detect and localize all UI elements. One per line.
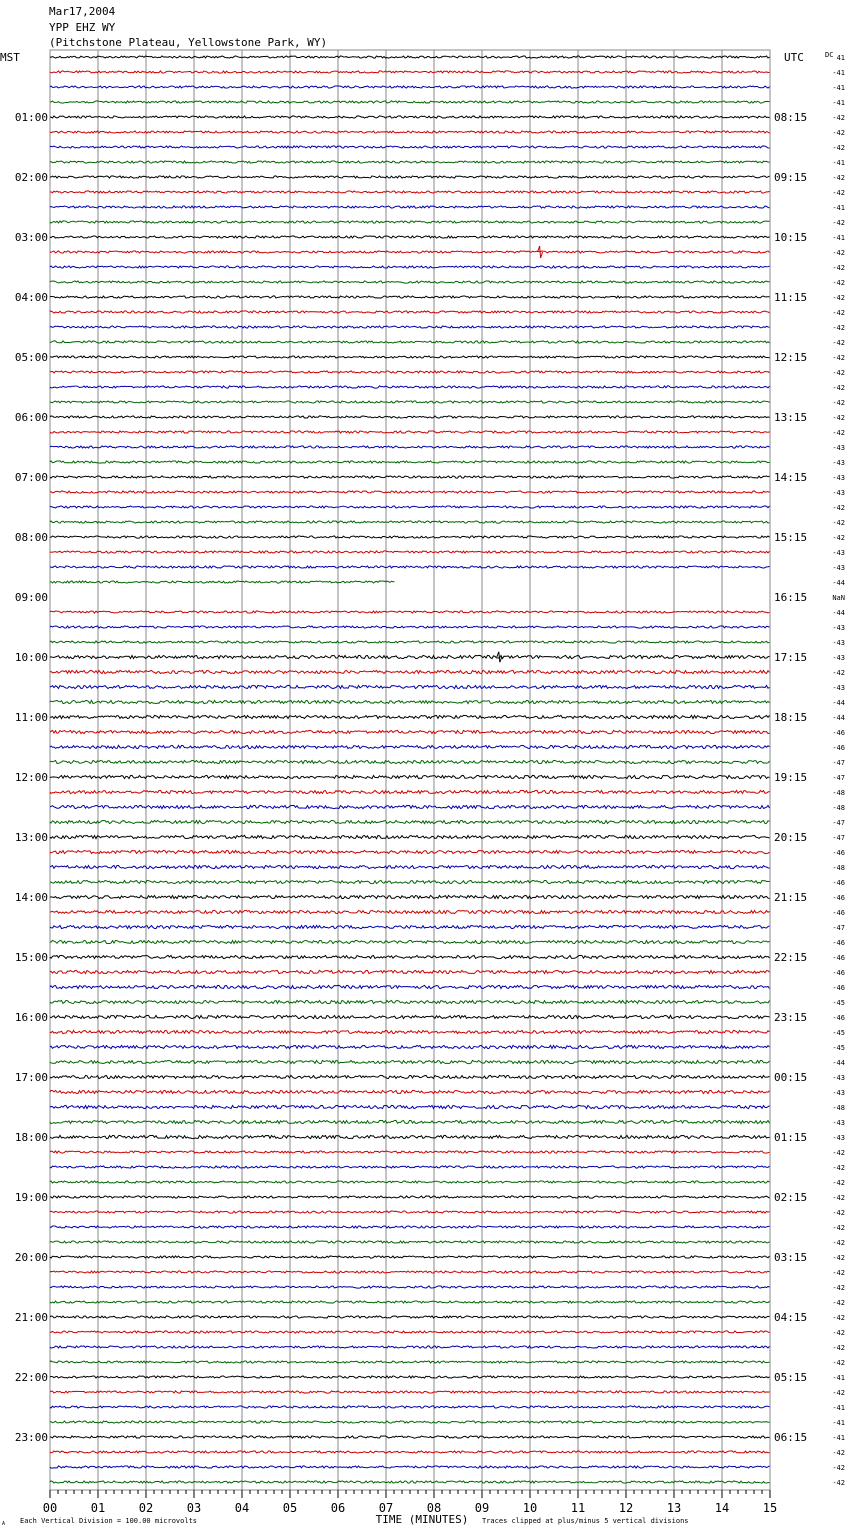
scale-note: Each Vertical Division = 100.00 microvolts	[20, 1517, 198, 1525]
left-hour-label: 09:00	[14, 591, 48, 604]
x-tick-label: 09	[474, 1501, 490, 1515]
seismic-trace	[50, 416, 770, 418]
dc-offset-label: -47	[832, 774, 845, 782]
seismic-trace	[50, 251, 770, 253]
seismic-trace	[50, 446, 770, 448]
dc-offset-label: -48	[832, 804, 845, 812]
dc-offset-label: -41	[832, 204, 845, 212]
seismic-trace	[50, 371, 770, 373]
dc-offset-label: -48	[832, 789, 845, 797]
right-hour-label: 05:15	[774, 1371, 808, 1384]
x-tick-label: 12	[618, 1501, 634, 1515]
seismic-trace	[50, 191, 770, 193]
dc-offset-label: -43	[832, 624, 845, 632]
dc-offset-label: -46	[832, 969, 845, 977]
dc-offset-label: -44	[832, 1059, 845, 1067]
right-hour-label: 00:15	[774, 1071, 808, 1084]
seismic-trace	[50, 1241, 770, 1243]
dc-offset-label: -42	[832, 1149, 845, 1157]
seismic-trace	[50, 431, 770, 433]
right-hour-label: 02:15	[774, 1191, 808, 1204]
dc-offset-label: -41	[832, 1434, 845, 1442]
x-tick-label: 10	[522, 1501, 538, 1515]
dc-offset-label: -42	[832, 1269, 845, 1277]
left-axis-title: MST	[0, 51, 20, 64]
seismic-trace	[50, 1166, 770, 1168]
right-hour-label: 17:15	[774, 651, 808, 664]
dc-offset-label: -48	[832, 1104, 845, 1112]
seismic-trace	[50, 970, 770, 973]
seismic-trace	[50, 566, 770, 568]
seismic-trace	[50, 880, 770, 883]
dc-offset-label: -42	[832, 399, 845, 407]
dc-offset-label: -41	[832, 1419, 845, 1427]
x-tick-label: 01	[90, 1501, 106, 1515]
seismic-trace	[50, 506, 770, 508]
left-hour-label: 18:00	[14, 1131, 48, 1144]
dc-offset-label: -47	[832, 819, 845, 827]
seismic-trace	[50, 176, 770, 178]
x-tick-label: 08	[426, 1501, 442, 1515]
seismic-trace	[50, 895, 770, 898]
dc-offset-label: -44	[832, 699, 845, 707]
seismic-trace	[50, 730, 770, 733]
dc-offset-label: -43	[832, 474, 845, 482]
dc-offset-label: -42	[832, 1194, 845, 1202]
seismic-trace	[50, 146, 770, 148]
dc-offset-label: -44	[832, 714, 845, 722]
dc-offset-label: -46	[832, 984, 845, 992]
x-tick-label: 13	[666, 1501, 682, 1515]
seismic-trace	[50, 955, 770, 958]
right-hour-label: 20:15	[774, 831, 808, 844]
seismic-trace	[50, 775, 770, 778]
dc-offset-label: -45	[832, 1044, 845, 1052]
left-hour-label: 06:00	[14, 411, 48, 424]
x-tick-label: 11	[570, 1501, 586, 1515]
label-group	[0, 51, 845, 1527]
seismic-trace	[50, 850, 770, 853]
right-hour-label: 22:15	[774, 951, 808, 964]
dc-offset-label: -41	[832, 1404, 845, 1412]
right-hour-label: 16:15	[774, 591, 808, 604]
dc-offset-label: -42	[832, 669, 845, 677]
dc-offset-label: -42	[832, 1464, 845, 1472]
dc-offset-label: -42	[832, 1164, 845, 1172]
dc-offset-label: -42	[832, 189, 845, 197]
seismic-trace	[50, 760, 770, 763]
right-hour-label: 11:15	[774, 291, 808, 304]
dc-offset-label: -43	[832, 684, 845, 692]
right-hour-label: 14:15	[774, 471, 808, 484]
dc-offset-label: -42	[832, 264, 845, 272]
left-hour-label: 19:00	[14, 1191, 48, 1204]
seismic-trace	[50, 1211, 770, 1213]
seismic-trace	[50, 655, 770, 658]
right-hour-label: 06:15	[774, 1431, 808, 1444]
dc-offset-label: -43	[832, 1089, 845, 1097]
dc-offset-label: -42	[832, 1224, 845, 1232]
seismic-trace	[50, 1376, 770, 1378]
x-axis-title: TIME (MINUTES)	[375, 1513, 469, 1526]
left-hour-label: 22:00	[14, 1371, 48, 1384]
right-hour-label: 04:15	[774, 1311, 808, 1324]
seismic-trace	[50, 925, 770, 928]
seismic-trace	[50, 1226, 770, 1228]
seismic-trace	[50, 161, 770, 163]
right-hour-label: 09:15	[774, 171, 808, 184]
left-hour-label: 13:00	[14, 831, 48, 844]
dc-offset-label: -42	[832, 504, 845, 512]
left-hour-label: 05:00	[14, 351, 48, 364]
seismic-trace	[50, 476, 770, 478]
dc-offset-label: -43	[832, 564, 845, 572]
left-hour-label: 17:00	[14, 1071, 48, 1084]
seismic-trace	[50, 341, 770, 343]
dc-offset-label: -46	[832, 729, 845, 737]
dc-offset-label: -42	[832, 294, 845, 302]
dc-offset-label: -41	[832, 1374, 845, 1382]
event-spike	[497, 652, 502, 663]
seismic-trace	[50, 1271, 770, 1273]
seismic-trace	[50, 626, 770, 628]
x-tick-label: 07	[378, 1501, 394, 1515]
seismic-trace	[50, 101, 770, 103]
dc-offset-label: -42	[832, 1314, 845, 1322]
seismic-trace	[50, 581, 395, 583]
dc-offset-label: -41	[832, 234, 845, 242]
dc-offset-label: -43	[832, 654, 845, 662]
seismic-trace	[50, 1151, 770, 1153]
dc-offset-label: -46	[832, 894, 845, 902]
dc-offset-label: -42	[832, 1239, 845, 1247]
seismic-trace	[50, 835, 770, 838]
seismic-trace	[50, 910, 770, 913]
seismic-trace	[50, 491, 770, 493]
trace-group	[50, 56, 770, 1483]
dc-offset-label: -42	[832, 144, 845, 152]
seismic-trace	[50, 820, 770, 823]
seismic-trace	[50, 865, 770, 868]
seismic-trace	[50, 1346, 770, 1348]
dc-offset-label: -41	[832, 84, 845, 92]
dc-offset-label: -42	[832, 384, 845, 392]
left-hour-label: 16:00	[14, 1011, 48, 1024]
seismic-trace	[50, 281, 770, 283]
footer-mark: A	[2, 1521, 6, 1527]
right-hour-label: 01:15	[774, 1131, 808, 1144]
seismic-trace	[50, 1301, 770, 1303]
left-hour-label: 23:00	[14, 1431, 48, 1444]
station-code: YPP EHZ WY	[49, 21, 116, 34]
dc-offset-label: -42	[832, 1344, 845, 1352]
seismic-trace	[50, 86, 770, 88]
seismic-trace	[50, 1060, 770, 1063]
seismic-trace	[50, 1105, 770, 1108]
dc-offset-label: -42	[832, 309, 845, 317]
seismic-trace	[50, 670, 770, 673]
dc-offset-label: -47	[832, 834, 845, 842]
seismic-trace	[50, 461, 770, 463]
dc-offset-label: -42	[832, 1359, 845, 1367]
dc-offset-label: -42	[832, 174, 845, 182]
dc-offset-label: -42	[832, 1254, 845, 1262]
seismic-trace	[50, 1045, 770, 1048]
dc-offset-label: -43	[832, 489, 845, 497]
seismic-trace	[50, 1391, 770, 1393]
dc-offset-label: -43	[832, 1074, 845, 1082]
right-hour-label: 10:15	[774, 231, 808, 244]
seismic-trace	[50, 1481, 770, 1483]
seismic-trace	[50, 71, 770, 73]
seismic-trace	[50, 1030, 770, 1033]
seismic-trace	[50, 536, 770, 538]
left-hour-label: 15:00	[14, 951, 48, 964]
right-hour-label: 23:15	[774, 1011, 808, 1024]
seismic-trace	[50, 1015, 770, 1018]
seismic-trace	[50, 356, 770, 358]
x-tick-label: 00	[42, 1501, 58, 1515]
dc-offset-label: -43	[832, 549, 845, 557]
right-axis-title: UTC	[784, 51, 804, 64]
x-tick-label: 02	[138, 1501, 154, 1515]
right-hour-label: 13:15	[774, 411, 808, 424]
left-hour-label: 08:00	[14, 531, 48, 544]
seismic-trace	[50, 745, 770, 748]
seismic-trace	[50, 206, 770, 208]
left-hour-label: 03:00	[14, 231, 48, 244]
left-hour-label: 20:00	[14, 1251, 48, 1264]
left-hour-label: 04:00	[14, 291, 48, 304]
dc-offset-label: -46	[832, 849, 845, 857]
seismic-trace	[50, 1406, 770, 1408]
dc-offset-label: 41	[836, 54, 845, 62]
seismic-trace	[50, 700, 770, 703]
seismic-trace	[50, 1331, 770, 1333]
seismic-trace	[50, 1286, 770, 1288]
seismic-trace	[50, 985, 770, 988]
dc-offset-label: -42	[832, 414, 845, 422]
seismic-trace	[50, 116, 770, 118]
dc-offset-label: -42	[832, 1179, 845, 1187]
seismic-trace	[50, 1451, 770, 1453]
dc-offset-label: -42	[832, 429, 845, 437]
seismic-trace	[50, 1421, 770, 1423]
dc-offset-label: -46	[832, 939, 845, 947]
seismic-trace	[50, 1090, 770, 1093]
seismic-trace	[50, 641, 770, 643]
seismic-trace	[50, 551, 770, 553]
seismic-trace	[50, 1316, 770, 1318]
seismic-trace	[50, 715, 770, 718]
dc-offset-label: -42	[832, 1449, 845, 1457]
seismic-trace	[50, 1075, 770, 1078]
dc-offset-label: -42	[832, 1389, 845, 1397]
x-tick-label: 06	[330, 1501, 346, 1515]
dc-title: DC	[825, 51, 834, 59]
seismic-trace	[50, 1000, 770, 1003]
right-hour-label: 15:15	[774, 531, 808, 544]
right-hour-label: 21:15	[774, 891, 808, 904]
dc-offset-label: -47	[832, 924, 845, 932]
station-location: (Pitchstone Plateau, Yellowstone Park, WY)	[49, 36, 328, 49]
seismic-trace	[50, 401, 770, 403]
dc-offset-label: -43	[832, 1119, 845, 1127]
dc-offset-label: -45	[832, 1029, 845, 1037]
dc-offset-label: -41	[832, 159, 845, 167]
seismic-trace	[50, 1135, 770, 1138]
right-hour-label: 12:15	[774, 351, 808, 364]
left-hour-label: 07:00	[14, 471, 48, 484]
dc-offset-label: -44	[832, 579, 845, 587]
seismic-trace	[50, 611, 770, 613]
left-hour-label: 10:00	[14, 651, 48, 664]
seismic-trace	[50, 1361, 770, 1363]
dc-offset-label: -44	[832, 609, 845, 617]
x-tick-label: 05	[282, 1501, 298, 1515]
seismic-trace	[50, 386, 770, 388]
seismic-trace	[50, 1181, 770, 1183]
dc-offset-label: -41	[832, 99, 845, 107]
seismic-trace	[50, 131, 770, 133]
seismic-trace	[50, 790, 770, 793]
dc-offset-label: -45	[832, 999, 845, 1007]
left-hour-label: 12:00	[14, 771, 48, 784]
seismic-trace	[50, 940, 770, 943]
dc-offset-label: -43	[832, 444, 845, 452]
right-hour-label: 18:15	[774, 711, 808, 724]
seismic-trace	[50, 1196, 770, 1198]
seismic-trace	[50, 1120, 770, 1123]
dc-offset-label: -42	[832, 324, 845, 332]
right-hour-label: 08:15	[774, 111, 808, 124]
dc-offset-label: NaN	[832, 594, 845, 602]
dc-offset-label: -42	[832, 279, 845, 287]
dc-offset-label: -48	[832, 864, 845, 872]
dc-offset-label: -43	[832, 1134, 845, 1142]
x-tick-label: 14	[714, 1501, 730, 1515]
dc-offset-label: -42	[832, 219, 845, 227]
dc-offset-label: -46	[832, 954, 845, 962]
dc-offset-label: -47	[832, 759, 845, 767]
event-spike	[538, 246, 543, 258]
x-tick-label: 04	[234, 1501, 250, 1515]
x-tick-label: 15	[762, 1501, 778, 1515]
dc-offset-label: -42	[832, 354, 845, 362]
dc-offset-label: -43	[832, 459, 845, 467]
right-hour-label: 19:15	[774, 771, 808, 784]
dc-offset-label: -46	[832, 879, 845, 887]
dc-offset-label: -42	[832, 1479, 845, 1487]
seismic-trace	[50, 311, 770, 313]
seismic-trace	[50, 221, 770, 223]
right-hour-label: 03:15	[774, 1251, 808, 1264]
dc-offset-label: -42	[832, 249, 845, 257]
dc-offset-label: -42	[832, 129, 845, 137]
seismic-trace	[50, 1256, 770, 1258]
x-tick-label: 03	[186, 1501, 202, 1515]
dc-offset-label: -42	[832, 1284, 845, 1292]
clip-note: Traces clipped at plus/minus 5 vertical divisions	[482, 1517, 689, 1525]
seismic-trace	[50, 56, 770, 58]
seismic-trace	[50, 296, 770, 298]
dc-offset-label: -42	[832, 1209, 845, 1217]
left-hour-label: 01:00	[14, 111, 48, 124]
seismic-trace	[50, 685, 770, 688]
dc-offset-label: -42	[832, 1299, 845, 1307]
seismic-trace	[50, 805, 770, 808]
seismic-trace	[50, 236, 770, 238]
left-hour-label: 02:00	[14, 171, 48, 184]
dc-offset-label: -42	[832, 339, 845, 347]
dc-offset-label: -46	[832, 909, 845, 917]
dc-offset-label: -42	[832, 1329, 845, 1337]
dc-offset-label: -46	[832, 1014, 845, 1022]
dc-offset-label: -42	[832, 519, 845, 527]
dc-offset-label: -42	[832, 534, 845, 542]
left-hour-label: 21:00	[14, 1311, 48, 1324]
dc-offset-label: -46	[832, 744, 845, 752]
dc-offset-label: -43	[832, 639, 845, 647]
dc-offset-label: -42	[832, 369, 845, 377]
seismic-trace	[50, 326, 770, 328]
plot-date: Mar17,2004	[49, 5, 116, 18]
dc-offset-label: -42	[832, 114, 845, 122]
dc-offset-label: -41	[832, 69, 845, 77]
left-hour-label: 14:00	[14, 891, 48, 904]
seismic-trace	[50, 266, 770, 268]
seismic-trace	[50, 1436, 770, 1438]
left-hour-label: 11:00	[14, 711, 48, 724]
seismic-trace	[50, 1466, 770, 1468]
seismic-trace	[50, 521, 770, 523]
